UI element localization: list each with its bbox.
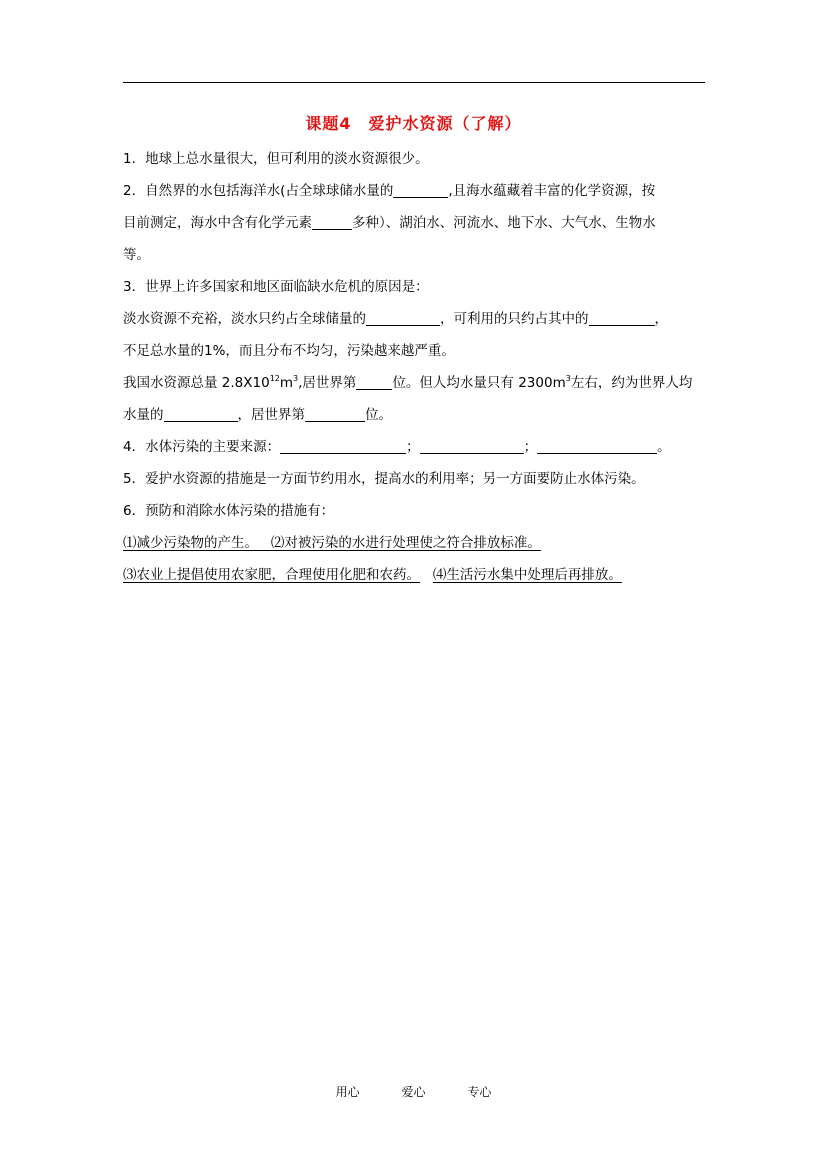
item-4-sep-2: ； [523,439,538,455]
item-6-heading: 6．预防和消除水体污染的措施有： [123,503,335,519]
footer-word-3: 专心 [467,1085,492,1099]
blank-ocean-share[interactable] [393,182,448,198]
item-3-text-c: ， [654,311,668,327]
footer-word-2: 爱心 [401,1085,426,1099]
item-3-text-a: 淡水资源不充裕，淡水只约占全球储量的 [123,311,366,327]
item-3-text-e: 我国水资源总量 2.8X10 [123,375,270,391]
item-2-line-3: 等。 [123,247,150,263]
blank-element-count[interactable] [312,214,352,230]
item-3-line-2: 不足总水量的1%，而且分布不均匀，污染越来越严重。 [123,343,455,359]
blank-total-rank[interactable] [356,374,392,390]
item-2-text-d: 多种）、湖泊水、河流水、地下水、大气水、生物水 [352,215,656,231]
exponent-3: 3 [293,374,299,383]
item-2-text-b: ,且海水蕴藏着丰富的化学资源，按 [448,183,656,199]
item-2-line-1 [123,180,705,202]
item-3-text-f: ,居世界第 [298,375,357,391]
item-3-text-g: 位。但人均水量只有 2300m [392,375,566,391]
item-3-line-1 [123,308,705,330]
item-3-heading: 3．世界上许多国家和地区面临缺水危机的原因是： [123,279,429,295]
item-1: 1．地球上总水量很大，但可利用的淡水资源很少。 [123,151,429,167]
document-body [123,148,705,586]
item-3-text-i: 水量的 [123,407,164,423]
item-2-line-2 [123,212,705,234]
exponent-3-b: 3 [565,374,571,383]
unit-m: m [279,375,294,391]
item-3-text-b: ，可利用的只约占其中的 [440,311,589,327]
blank-pollution-source-1[interactable] [280,438,406,454]
item-4 [123,436,705,458]
page-title: 课题4 爱护水资源（了解） [305,114,522,133]
measure-3: ⑶农业上提倡使用农家肥，合理使用化肥和农药。 [123,567,420,583]
measure-2: ⑵对被污染的水进行处理使之符合排放标准。 [270,535,541,551]
item-4-sep-1: ； [406,439,420,455]
item-5: 5．爱护水资源的措施是一方面节约用水，提高水的利用率；另一方面要防止水体污染。 [123,471,645,487]
blank-per-capita-ratio[interactable] [164,406,238,422]
item-3-line-4 [123,404,705,426]
item-6-line-2 [123,564,705,586]
header-rule [123,82,705,83]
measure-1: ⑴减少污染物的产生。 [123,535,258,551]
item-3-text-j: ，居世界第 [237,407,305,423]
blank-pollution-source-3[interactable] [537,438,657,454]
item-3-line-3 [123,372,705,394]
blank-pollution-source-2[interactable] [420,438,524,454]
blank-usable-share[interactable] [589,310,655,326]
item-2-text-c: 目前测定，海水中含有化学元素 [123,215,312,231]
blank-per-capita-rank[interactable] [305,406,365,422]
item-4-end: 。 [657,439,671,455]
item-6-line-1 [123,532,705,554]
blank-freshwater-share[interactable] [366,310,440,326]
item-4-text-a: 4．水体污染的主要来源： [123,439,281,455]
item-3-text-h: 左右，约为世界人均 [570,375,693,391]
item-3-text-k: 位。 [365,407,392,423]
footer-word-1: 用心 [335,1085,360,1099]
page-footer [0,1083,827,1100]
item-2-text-a: 2．自然界的水包括海洋水(占全球球储水量的 [123,183,394,199]
measure-4: ⑷生活污水集中处理后再排放。 [432,567,622,583]
exponent-12: 12 [269,374,280,383]
